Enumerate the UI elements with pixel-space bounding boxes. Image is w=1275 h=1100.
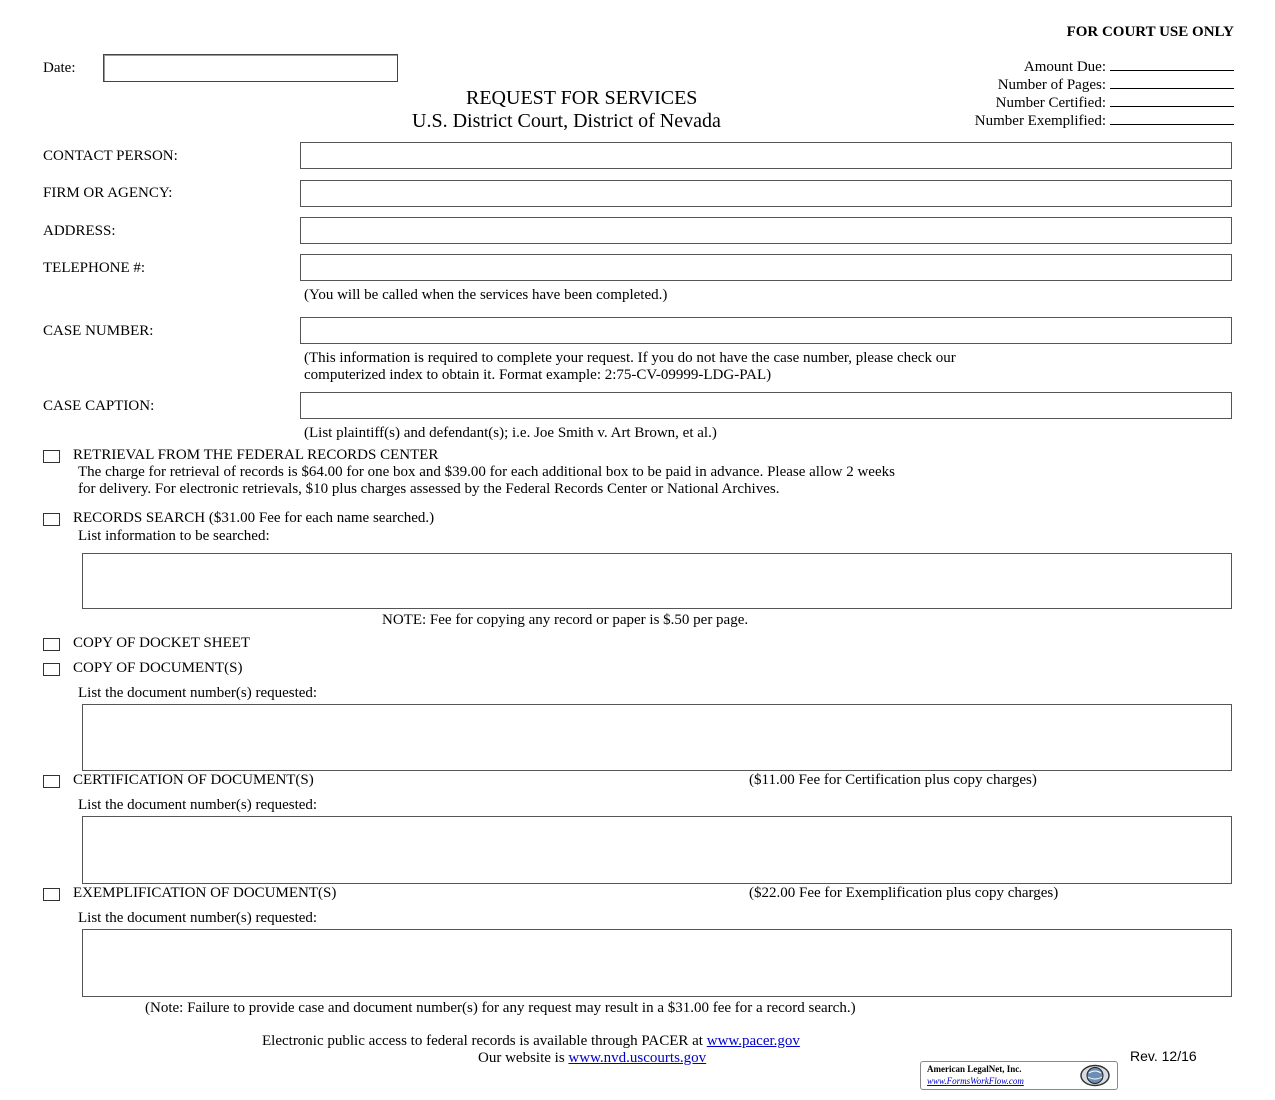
- docket-sheet-checkbox[interactable]: [43, 638, 60, 651]
- contact-person-input[interactable]: [300, 142, 1232, 169]
- amount-due-label: Amount Due:: [1023, 59, 1106, 75]
- copy-fee-note: NOTE: Fee for copying any record or paper is $.50 per page.: [382, 612, 749, 628]
- telephone-note: (You will be called when the services have been completed.): [304, 287, 668, 303]
- records-search-checkbox[interactable]: [43, 513, 60, 526]
- case-number-input[interactable]: [300, 317, 1232, 344]
- docket-sheet-label: COPY OF DOCKET SHEET: [73, 635, 251, 651]
- number-exemplified-blank[interactable]: [1110, 112, 1234, 125]
- website-line: [478, 1050, 706, 1067]
- logo-link[interactable]: www.FormsWorkFlow.com: [927, 1076, 1024, 1086]
- exemplification-checkbox[interactable]: [43, 888, 60, 901]
- contact-person-label: CONTACT PERSON:: [43, 148, 178, 164]
- copy-documents-list-label: List the document number(s) requested:: [78, 685, 318, 701]
- retrieval-label: RETRIEVAL FROM THE FEDERAL RECORDS CENTER: [73, 447, 439, 463]
- exemplification-textarea[interactable]: [82, 929, 1232, 997]
- records-search-list-label: List information to be searched:: [78, 528, 270, 544]
- exemplification-list-label: List the document number(s) requested:: [78, 910, 318, 926]
- firm-agency-label: FIRM OR AGENCY:: [43, 185, 173, 201]
- pacer-line: [262, 1033, 800, 1050]
- telephone-input[interactable]: [300, 254, 1232, 281]
- certification-textarea[interactable]: [82, 816, 1232, 884]
- case-number-label: CASE NUMBER:: [43, 323, 154, 339]
- retrieval-description-2: for delivery. For electronic retrievals, $10 plus charges assessed by the Federal Records Center or National Archives.: [78, 481, 780, 497]
- copy-documents-label: COPY OF DOCUMENT(S): [73, 660, 243, 676]
- court-use-heading: FOR COURT USE ONLY: [1066, 24, 1234, 40]
- copy-documents-checkbox[interactable]: [43, 663, 60, 676]
- number-exemplified-row: [975, 112, 1234, 130]
- certification-list-label: List the document number(s) requested:: [78, 797, 318, 813]
- number-of-pages-blank[interactable]: [1110, 76, 1234, 89]
- address-input[interactable]: [300, 217, 1232, 244]
- case-number-note-2: computerized index to obtain it. Format example: 2:75-CV-09999-LDG-PAL): [304, 367, 772, 383]
- number-of-pages-row: [975, 76, 1234, 94]
- telephone-label: TELEPHONE #:: [43, 260, 146, 276]
- number-certified-row: [975, 94, 1234, 112]
- retrieval-description-1: The charge for retrieval of records is $64.00 for one box and $39.00 for each additional box to be paid in advance. Please allow 2 weeks: [78, 464, 895, 480]
- date-input[interactable]: [103, 54, 398, 82]
- amount-due-row: [975, 58, 1234, 76]
- date-label: Date:: [43, 60, 76, 76]
- revision-label: Rev. 12/16: [1130, 1048, 1197, 1064]
- website-text: Our website is: [478, 1050, 565, 1066]
- address-label: ADDRESS:: [43, 223, 116, 239]
- failure-note: (Note: Failure to provide case and document number(s) for any request may result in a $31.00 fee for a record search.): [145, 1000, 856, 1016]
- exemplification-fee: ($22.00 Fee for Exemplification plus copy charges): [749, 885, 1059, 901]
- records-search-label: RECORDS SEARCH ($31.00 Fee for each name searched.): [73, 510, 435, 526]
- exemplification-label: EXEMPLIFICATION OF DOCUMENT(S): [73, 885, 337, 901]
- page-title: REQUEST FOR SERVICES: [466, 87, 698, 109]
- publisher-logo[interactable]: [920, 1061, 1118, 1090]
- case-caption-input[interactable]: [300, 392, 1232, 419]
- logo-name: American LegalNet, Inc.: [927, 1064, 1022, 1074]
- number-exemplified-label: Number Exemplified:: [974, 113, 1106, 129]
- firm-agency-input[interactable]: [300, 180, 1232, 207]
- case-caption-label: CASE CAPTION:: [43, 398, 155, 414]
- case-caption-note: (List plaintiff(s) and defendant(s); i.e. Joe Smith v. Art Brown, et al.): [304, 425, 717, 441]
- website-link[interactable]: www.nvd.uscourts.gov: [568, 1050, 707, 1066]
- court-use-block: [975, 58, 1234, 130]
- certification-label: CERTIFICATION OF DOCUMENT(S): [73, 772, 314, 788]
- globe-icon: [1077, 1063, 1113, 1088]
- number-of-pages-label: Number of Pages:: [997, 77, 1106, 93]
- retrieval-checkbox[interactable]: [43, 450, 60, 463]
- amount-due-blank[interactable]: [1110, 58, 1234, 71]
- page-subtitle: U.S. District Court, District of Nevada: [412, 110, 721, 132]
- records-search-textarea[interactable]: [82, 553, 1232, 609]
- pacer-text: Electronic public access to federal records is available through PACER at: [262, 1033, 703, 1049]
- pacer-link[interactable]: www.pacer.gov: [706, 1033, 800, 1049]
- number-certified-blank[interactable]: [1110, 94, 1234, 107]
- copy-documents-textarea[interactable]: [82, 704, 1232, 771]
- certification-checkbox[interactable]: [43, 775, 60, 788]
- certification-fee: ($11.00 Fee for Certification plus copy charges): [749, 772, 1037, 788]
- number-certified-label: Number Certified:: [995, 95, 1106, 111]
- case-number-note-1: (This information is required to complete your request. If you do not have the case number, please check our: [304, 350, 956, 366]
